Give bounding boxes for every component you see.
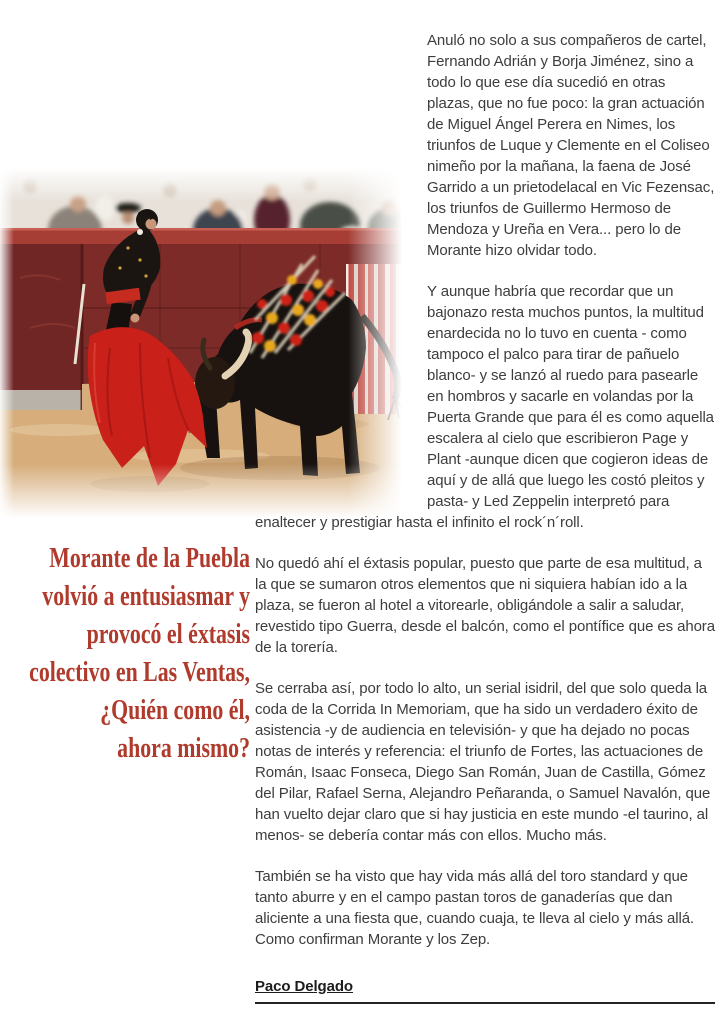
pull-quote-line: Morante de la Puebla [49, 543, 251, 574]
article-paragraph: No quedó ahí el éxtasis popular, puesto que parte de esa multitud, a la que se sumaron otros elementos que ni siquiera habían ido a la plaza, se fueron al hotel a vitorearle, obligándole a salir a saludar, revestido tipo Guerra, desde el balcón, como el pontífice que es ahora de la torería. [255, 555, 715, 656]
pull-quote [0, 540, 250, 768]
article-paragraph: Se cerraba así, por todo lo alto, un serial isidril, del que solo queda la coda de la Corrida In Memoriam, que ha sido un verdadero éxito de asistencia -y de audiencia en televisión- y que ha dejado no pocas notas de interés y referencia: el triunfo de Fortes, las actuaciones de Román, Isaac Fonseca, Diego San Román, Juan de Castilla, Gómez del Pilar, Rafael Serna, Alejandro Peñaranda, o Samuel Navalón, que han vuelto dejar claro que si hay justicia en este mundo -el taurino, al menos- se debería contar más con ellos. Mucho más. [255, 680, 711, 844]
article-body [255, 30, 715, 1004]
pull-quote-line: colectivo en Las Ventas, [29, 657, 250, 688]
matador-collar [137, 229, 143, 235]
byline-text: Paco Delgado [255, 978, 353, 995]
pull-quote-line: ¿Quién como él, [100, 695, 251, 726]
pull-quote-line: volvió a entusiasmar y [42, 581, 250, 612]
article-paragraph: Anuló no solo a sus compañeros de cartel, Fernando Adrián y Borja Jiménez, sino a todo lo que ese día sucedió en otras plazas, que no fue poco: la gran actuación de Miguel Ángel Perera en Nimes, los triunfos de Luque y Clemente en el Coliseo nimeño por la mañana, la faena de José Garrido a un prietodelacal en Vic Fezensac, los triunfos de Guillermo Hermoso de Mendoza y Ureña en Vera... pero lo de Morante hizo olvidar todo. [427, 32, 715, 259]
article-paragraph: Y aunque habría que recordar que un bajonazo resta muchos puntos, la multitud enardecida no lo tuvo en cuenta - como tampoco el palco para tirar de pañuelo blanco- y se lanzó al ruedo para pasearle en hombros y sacarle en volandas por la Puerta Grande que para él es como aquella escalera al cielo que escribieron Page y Plant -aunque dicen que cogieron ideas de aquí y de allá que luego les costó pleitos y pasta- y Led Zeppelin interpretó para enaltecer y prestigiar hasta el infinito el rock´n´roll. [255, 283, 714, 531]
byline [255, 976, 715, 1004]
pull-quote-line: provocó el éxtasis [86, 619, 251, 650]
article-paragraph: También se ha visto que hay vida más allá del toro standard y que tanto aburre y en el campo pastan toros de ganaderías que dan aliciente a una fiesta que, cuando cuaja, te lleva al cielo y más allá. Como confirman Morante y los Zep. [255, 868, 695, 948]
pull-quote-line: ahora mismo? [117, 733, 250, 764]
photo-spacer [255, 135, 427, 507]
